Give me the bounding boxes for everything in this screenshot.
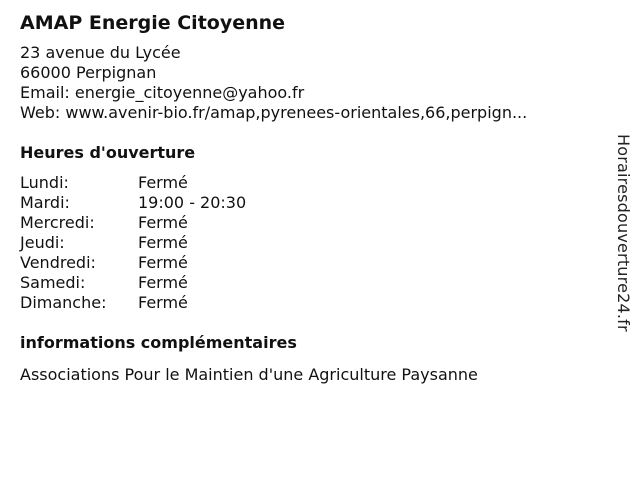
hours-time: Fermé: [138, 293, 188, 312]
info-heading: informations complémentaires: [20, 333, 297, 352]
business-card: [20, 10, 600, 385]
hours-row-wednesday: [20, 213, 246, 233]
hours-row-monday: [20, 173, 246, 193]
address-city: 66000 Perpignan: [20, 63, 157, 82]
hours-day: Lundi:: [20, 173, 69, 192]
hours-day: Mercredi:: [20, 213, 95, 232]
hours-day: Vendredi:: [20, 253, 96, 272]
contact-block: [20, 43, 600, 123]
web-line: [20, 103, 580, 123]
email-line: [20, 83, 580, 103]
web-link[interactable]: www.avenir-bio.fr/amap,pyrenees-orientales,66,perpign...: [65, 103, 528, 122]
hours-time: Fermé: [138, 253, 188, 272]
hours-time: 19:00 - 20:30: [138, 193, 247, 212]
site-watermark: [612, 134, 634, 372]
hours-time: Fermé: [138, 173, 188, 192]
info-text: Associations Pour le Maintien d'une Agriculture Paysanne: [20, 365, 478, 384]
web-label: Web:: [20, 103, 61, 122]
hours-day: Mardi:: [20, 193, 70, 212]
hours-day: Dimanche:: [20, 293, 107, 312]
email-label: Email:: [20, 83, 70, 102]
hours-time: Fermé: [138, 213, 188, 232]
hours-day: Jeudi:: [20, 233, 65, 252]
hours-row-thursday: [20, 233, 246, 253]
business-name: AMAP Energie Citoyenne: [20, 12, 286, 34]
hours-time: Fermé: [138, 273, 188, 292]
hours-table: [20, 173, 246, 313]
hours-row-sunday: [20, 293, 246, 313]
hours-time: Fermé: [138, 233, 188, 252]
watermark-text: Horairesdouverture24.fr: [614, 134, 633, 332]
hours-day: Samedi:: [20, 273, 86, 292]
email-link[interactable]: energie_citoyenne@yahoo.fr: [74, 83, 305, 102]
hours-heading: Heures d'ouverture: [20, 143, 196, 162]
hours-row-tuesday: [20, 193, 246, 213]
address-street: 23 avenue du Lycée: [20, 43, 181, 62]
hours-row-saturday: [20, 273, 246, 293]
hours-row-friday: [20, 253, 246, 273]
